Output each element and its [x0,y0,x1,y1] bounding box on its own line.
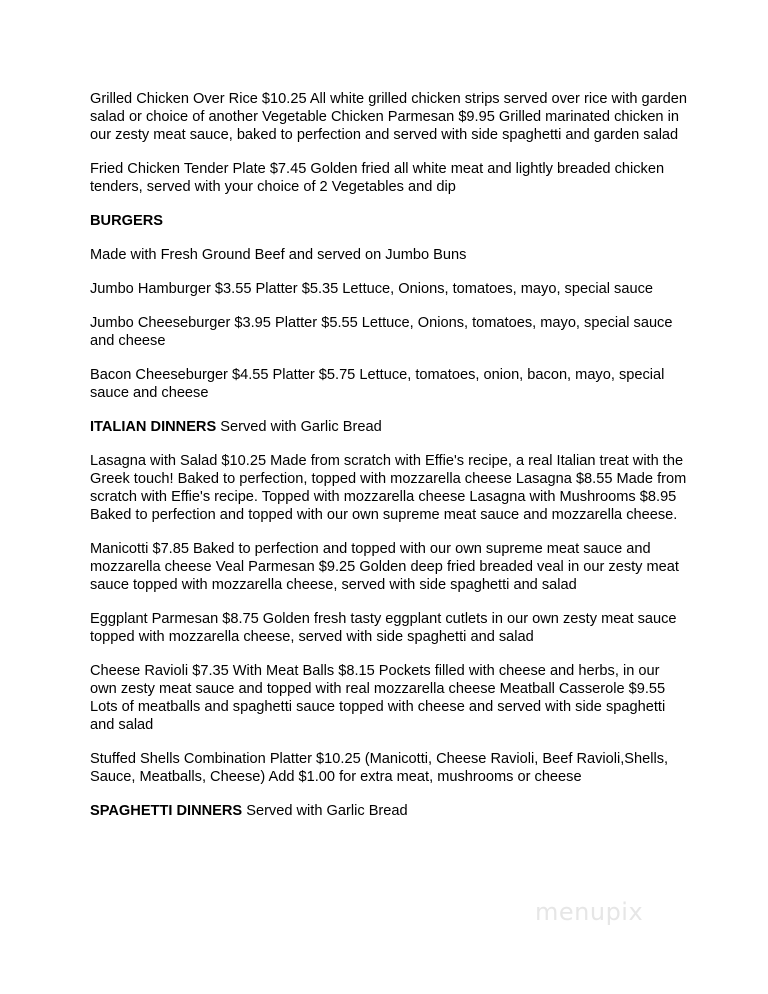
menu-page [90,90,690,836]
menu-item-stuffed-shells: Stuffed Shells Combination Platter $10.25 (Manicotti, Cheese Ravioli, Beef Ravioli,Shells, Sauce, Meatballs, Cheese) Add $1.00 for extra meat, mushrooms or cheese [90,751,669,785]
menu-item-cheese-ravioli: Cheese Ravioli $7.35 With Meat Balls $8.15 Pockets filled with cheese and herbs, in our own zesty meat sauce and topped with real mozzarella cheese Meatball Casserole $9.55 Lots of meatballs and spaghetti sauce topped with cheese and served with side spaghetti and salad [90,663,666,733]
menu-item-lasagna: Lasagna with Salad $10.25 Made from scratch with Effie's recipe, a real Italian treat with the Greek touch! Baked to perfection, topped with mozzarella cheese Lasagna $8.55 Made from scratch with Effie's recipe. Topped with mozzarella cheese Lasagna with Mushrooms $8.95 Baked to perfection and topped with our own supreme meat sauce and mozzarella cheese. [90,453,687,523]
menu-item-manicotti: Manicotti $7.85 Baked to perfection and topped with our own supreme meat sauce and mozzarella cheese Veal Parmesan $9.25 Golden deep fried breaded veal in our zesty meat sauce topped with mozzarella cheese, served with side spaghetti and salad [90,541,679,593]
section-heading-italian-dinners: ITALIAN DINNERS Served with Garlic Bread [90,419,382,435]
menu-item-jumbo-cheeseburger: Jumbo Cheeseburger $3.95 Platter $5.55 Lettuce, Onions, tomatoes, mayo, special sauce and cheese [90,315,673,349]
menu-item-grilled-chicken: Grilled Chicken Over Rice $10.25 All white grilled chicken strips served over rice with garden salad or choice of another Vegetable Chicken Parmesan $9.95 Grilled marinated chicken in our zesty meat sauce, baked to perfection and served with side spaghetti and garden salad [90,91,687,143]
menu-item-bacon-cheeseburger: Bacon Cheeseburger $4.55 Platter $5.75 Lettuce, tomatoes, onion, bacon, mayo, special sauce and cheese [90,367,665,401]
burgers-intro: Made with Fresh Ground Beef and served on Jumbo Buns [90,247,467,263]
menu-item-jumbo-hamburger: Jumbo Hamburger $3.55 Platter $5.35 Lettuce, Onions, tomatoes, mayo, special sauce [90,281,653,297]
menu-item-eggplant-parmesan: Eggplant Parmesan $8.75 Golden fresh tasty eggplant cutlets in our own zesty meat sauce topped with mozzarella cheese, served with side spaghetti and salad [90,611,677,645]
section-heading-spaghetti-dinners: SPAGHETTI DINNERS Served with Garlic Bread [90,803,408,819]
section-heading-burgers: BURGERS [90,213,163,229]
menu-item-fried-chicken: Fried Chicken Tender Plate $7.45 Golden fried all white meat and lightly breaded chicken tenders, served with your choice of 2 Vegetables and dip [90,161,665,195]
menupix-watermark: menupix [535,898,644,926]
